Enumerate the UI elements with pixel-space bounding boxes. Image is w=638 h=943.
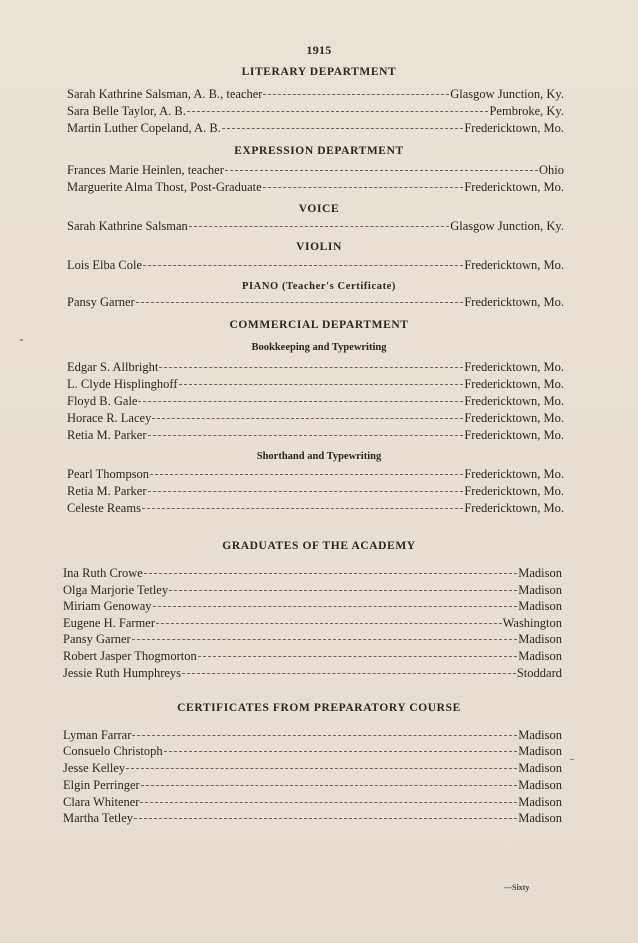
- entry-place: Stoddard: [516, 666, 562, 680]
- dot-leader: [132, 735, 517, 736]
- dot-leader: [148, 491, 464, 492]
- list-item: [63, 760, 562, 776]
- entry-name: Pansy Garner: [63, 632, 131, 646]
- list-item: [63, 743, 562, 759]
- entry-name: L. Clyde Hisplinghoff: [67, 377, 178, 391]
- dot-leader: [150, 474, 463, 475]
- entry-place: Fredericktown, Mo.: [464, 360, 564, 374]
- list-item: [67, 257, 564, 273]
- list-item: [67, 483, 564, 499]
- entry-place: Pembroke, Ky.: [489, 104, 564, 118]
- entry-name: Martha Tetley: [63, 811, 134, 825]
- entry-place: Madison: [518, 649, 562, 663]
- page-folio: —Sixty: [504, 883, 530, 892]
- entry-name: Ina Ruth Crowe: [63, 566, 143, 580]
- entry-place: Fredericktown, Mo.: [464, 411, 564, 425]
- dot-leader: [148, 435, 464, 436]
- dot-leader: [198, 656, 517, 657]
- entry-place: Washington: [502, 616, 562, 630]
- entry-name: Robert Jasper Thogmorton: [63, 649, 197, 663]
- list-item: [67, 218, 564, 234]
- dot-leader: [126, 768, 517, 769]
- heading-commercial-department: COMMERCIAL DEPARTMENT: [229, 319, 409, 331]
- heading-voice: VOICE: [298, 203, 340, 215]
- dot-leader: [141, 785, 518, 786]
- dot-leader: [140, 802, 517, 803]
- list-item: [67, 359, 564, 375]
- dot-leader: [179, 384, 464, 385]
- entry-name: Clara Whitener: [63, 795, 140, 809]
- list-item: [67, 86, 564, 102]
- list-item: [67, 427, 564, 443]
- entry-name: Edgar S. Allbright: [67, 360, 159, 374]
- entry-place: Madison: [518, 599, 562, 613]
- list-item: [63, 794, 562, 810]
- entry-place: Madison: [518, 632, 562, 646]
- entry-place: Fredericktown, Mo.: [464, 484, 564, 498]
- list-item: [63, 727, 562, 743]
- list-item: [67, 294, 564, 310]
- list-item: [67, 466, 564, 482]
- dot-leader: [132, 639, 518, 640]
- heading-violin: VIOLIN: [296, 241, 342, 253]
- subheading-shorthand: Shorthand and Typewriting: [256, 451, 382, 462]
- entry-place: Fredericktown, Mo.: [464, 258, 564, 272]
- dot-leader: [153, 606, 518, 607]
- entry-place: Fredericktown, Mo.: [464, 501, 564, 515]
- paper-speck: [20, 339, 23, 341]
- dot-leader: [156, 623, 502, 624]
- list-item: [63, 648, 562, 664]
- entry-place: Madison: [518, 583, 562, 597]
- dot-leader: [263, 187, 464, 188]
- heading-piano: PIANO (Teacher's Certificate): [241, 281, 397, 292]
- list-item: [67, 120, 564, 136]
- entry-place: Fredericktown, Mo.: [464, 295, 564, 309]
- entry-name: Retia M. Parker: [67, 428, 147, 442]
- list-item: [67, 500, 564, 516]
- dot-leader: [159, 367, 463, 368]
- heading-literary-department: LITERARY DEPARTMENT: [241, 66, 397, 78]
- entry-place: Fredericktown, Mo.: [464, 467, 564, 481]
- entry-name: Retia M. Parker: [67, 484, 147, 498]
- entry-place: Fredericktown, Mo.: [464, 394, 564, 408]
- subheading-bookkeeping: Bookkeeping and Typewriting: [251, 342, 387, 353]
- dot-leader: [152, 418, 463, 419]
- list-item: [67, 393, 564, 409]
- entry-name: Miriam Genoway: [63, 599, 152, 613]
- dot-leader: [182, 673, 516, 674]
- entry-name: Olga Marjorie Tetley: [63, 583, 169, 597]
- entry-name: Floyd B. Gale: [67, 394, 138, 408]
- entry-name: Frances Marie Heinlen, teacher: [67, 163, 224, 177]
- entry-name: Sara Belle Taylor, A. B.: [67, 104, 186, 118]
- list-item: [67, 162, 564, 178]
- list-item: [63, 582, 562, 598]
- entry-place: Madison: [518, 728, 562, 742]
- dot-leader: [187, 111, 489, 112]
- entry-name: Jesse Kelley: [63, 761, 126, 775]
- entry-place: Glasgow Junction, Ky.: [450, 87, 564, 101]
- list-item: [63, 777, 562, 793]
- entry-name: Lois Elba Cole: [67, 258, 142, 272]
- page-year: 1915: [306, 43, 332, 57]
- paper-speck: [570, 759, 574, 760]
- list-item: [67, 103, 564, 119]
- entry-name: Horace R. Lacey: [67, 411, 152, 425]
- entry-name: Eugene H. Farmer: [63, 616, 155, 630]
- dot-leader: [144, 573, 517, 574]
- dot-leader: [142, 508, 463, 509]
- list-item: [63, 615, 562, 631]
- entry-place: Madison: [518, 811, 562, 825]
- dot-leader: [164, 751, 518, 752]
- entry-name: Sarah Kathrine Salsman, A. B., teacher: [67, 87, 263, 101]
- entry-name: Pansy Garner: [67, 295, 135, 309]
- dot-leader: [225, 170, 538, 171]
- dot-leader: [189, 226, 449, 227]
- entry-place: Madison: [518, 566, 562, 580]
- dot-leader: [138, 401, 463, 402]
- entry-name: Elgin Perringer: [63, 778, 140, 792]
- heading-graduates-academy: GRADUATES OF THE ACADEMY: [222, 540, 416, 552]
- entry-place: Madison: [518, 744, 562, 758]
- dot-leader: [136, 302, 464, 303]
- entry-name: Jessie Ruth Humphreys: [63, 666, 182, 680]
- entry-name: Celeste Reams: [67, 501, 141, 515]
- entry-name: Martin Luther Copeland, A. B.: [67, 121, 221, 135]
- entry-name: Lyman Farrar: [63, 728, 132, 742]
- dot-leader: [134, 818, 517, 819]
- entry-place: Fredericktown, Mo.: [464, 121, 564, 135]
- entry-name: Consuelo Christoph: [63, 744, 163, 758]
- dot-leader: [143, 265, 463, 266]
- list-item: [67, 376, 564, 392]
- entry-place: Ohio: [539, 163, 564, 177]
- entry-place: Madison: [518, 778, 562, 792]
- entry-place: Madison: [518, 795, 562, 809]
- entry-place: Glasgow Junction, Ky.: [450, 219, 564, 233]
- entry-name: Pearl Thompson: [67, 467, 150, 481]
- entry-name: Sarah Kathrine Salsman: [67, 219, 188, 233]
- dot-leader: [222, 128, 464, 129]
- entry-place: Fredericktown, Mo.: [464, 180, 564, 194]
- dot-leader: [169, 590, 517, 591]
- entry-name: Marguerite Alma Thost, Post-Graduate: [67, 180, 262, 194]
- list-item: [63, 565, 562, 581]
- list-item: [67, 410, 564, 426]
- entry-place: Fredericktown, Mo.: [464, 377, 564, 391]
- list-item: [63, 631, 562, 647]
- list-item: [67, 179, 564, 195]
- list-item: [63, 598, 562, 614]
- heading-expression-department: EXPRESSION DEPARTMENT: [234, 145, 404, 157]
- list-item: [63, 810, 562, 826]
- heading-preparatory-certificates: CERTIFICATES FROM PREPARATORY COURSE: [177, 702, 461, 714]
- entry-place: Madison: [518, 761, 562, 775]
- dot-leader: [263, 94, 449, 95]
- list-item: [63, 665, 562, 681]
- entry-place: Fredericktown, Mo.: [464, 428, 564, 442]
